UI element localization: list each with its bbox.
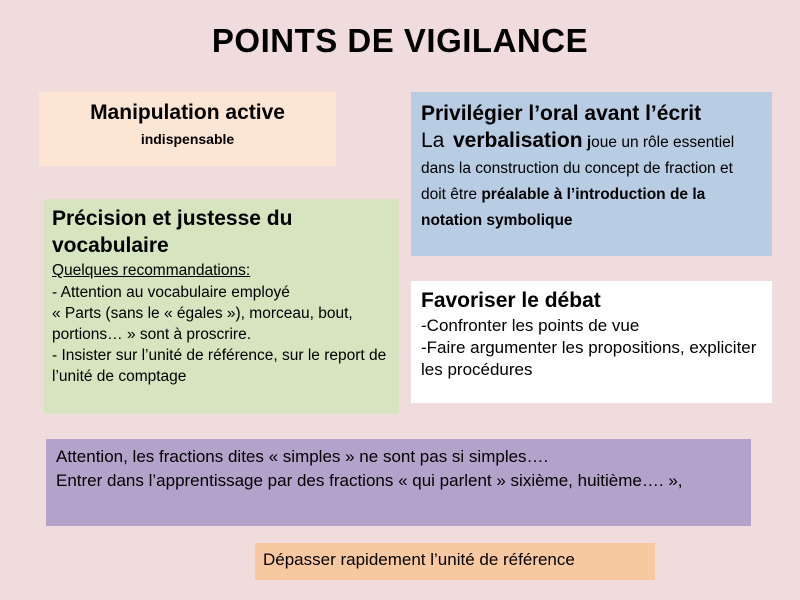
oral-heading: Privilégier l’oral avant l’écrit <box>421 102 702 125</box>
debat-line: -Faire argumenter les propositions, expliciter les procédures <box>421 338 757 379</box>
attention-box <box>46 439 751 526</box>
oral-text <box>421 128 762 234</box>
manipulation-box <box>39 92 336 166</box>
debat-heading: Favoriser le débat <box>421 289 601 312</box>
page-title: POINTS DE VIGILANCE <box>211 22 589 59</box>
depasser-box <box>255 543 655 580</box>
precision-line: « Parts (sans le « égales »), morceau, bout, portions… » sont à proscrire. <box>52 305 353 343</box>
manipulation-sub: indispensable <box>140 131 235 147</box>
precision-line: - Attention au vocabulaire employé <box>52 284 290 301</box>
precision-heading: Précision et justesse du vocabulaire <box>52 207 293 257</box>
oral-text1: oue un rôle essentiel dans la construction du concept de fraction et doit être <box>421 134 735 203</box>
oral-la: La <box>421 129 445 152</box>
debat-box <box>411 281 772 403</box>
precision-box <box>44 199 399 414</box>
oral-bold1: préalable à l’introduction de la notation symbolique <box>421 186 706 229</box>
depasser-text: Dépasser rapidement l’unité de référence <box>263 550 575 569</box>
precision-sub: Quelques recommandations: <box>52 262 251 279</box>
debat-line: -Confronter les points de vue <box>421 316 640 335</box>
attention-line: Attention, les fractions dites « simples » ne sont pas si simples…. <box>56 447 549 466</box>
oral-j: j <box>586 134 592 151</box>
manipulation-heading: Manipulation active <box>90 101 285 124</box>
attention-line: Entrer dans l’apprentissage par des fractions « qui parlent » sixième, huitième…. », <box>56 471 683 490</box>
precision-line: - Insister sur l’unité de référence, sur le report de l’unité de comptage <box>52 347 387 385</box>
oral-verbalisation: verbalisation <box>452 129 583 152</box>
oral-box <box>411 92 772 256</box>
